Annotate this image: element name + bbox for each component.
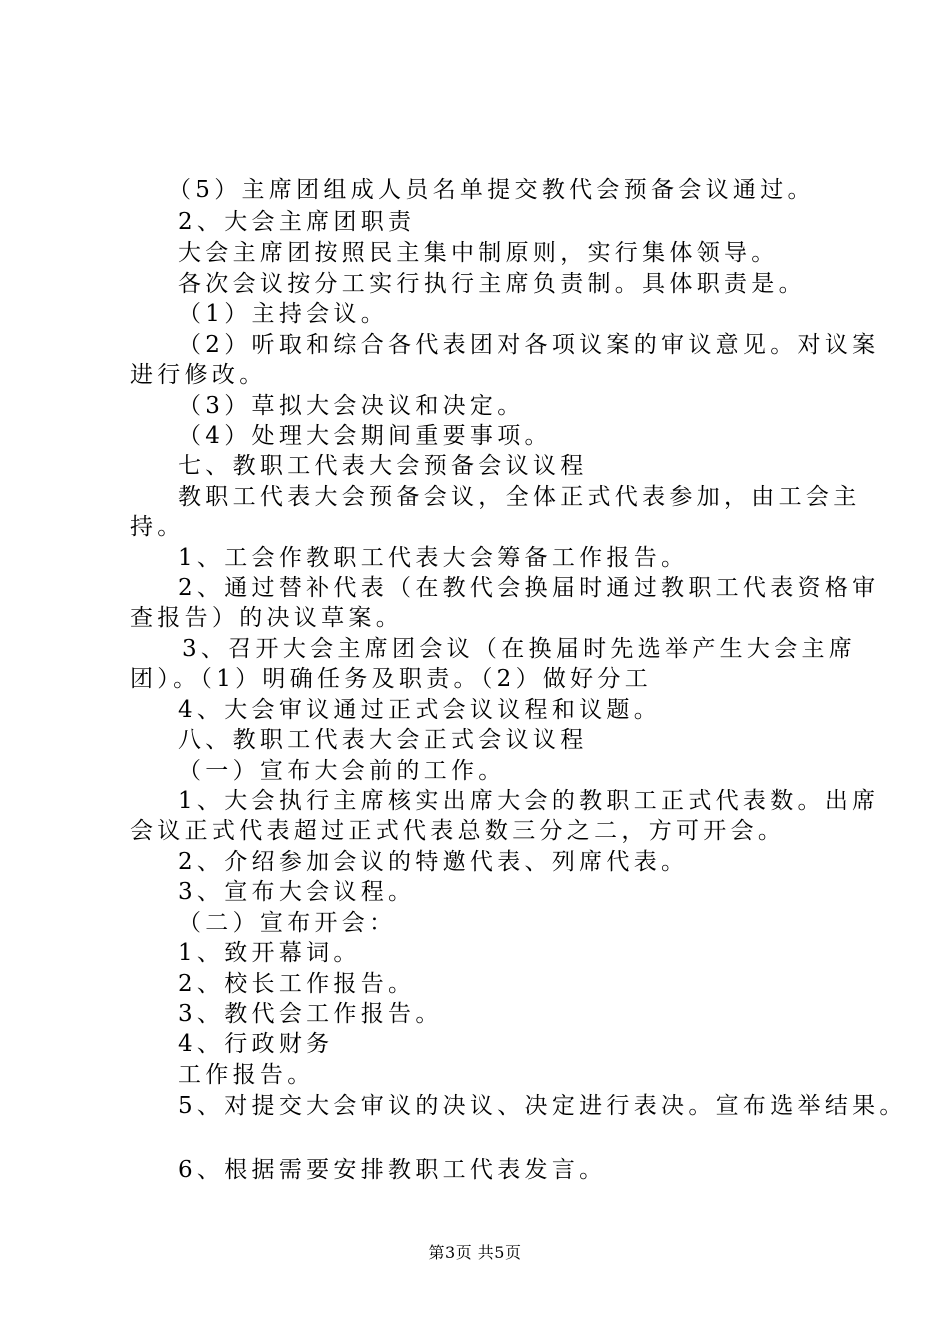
- text-line: 4、行政财务: [178, 1031, 334, 1057]
- text-line: （3）草拟大会决议和决定。: [178, 393, 525, 419]
- text-line: 工作报告。: [178, 1062, 315, 1088]
- text-line: 3、召开大会主席团会议（在换届时先选举产生大会主席: [182, 636, 857, 662]
- text-line: 1、致开幕词。: [178, 940, 361, 966]
- text-line: 6、根据需要安排教职工代表发言。: [178, 1157, 607, 1183]
- text-line: 2、通过替补代表（在教代会换届时通过教职工代表资格审: [178, 575, 880, 601]
- text-line: 1、工会作教职工代表大会筹备工作报告。: [178, 545, 689, 571]
- text-line: 3、宣布大会议程。: [178, 879, 416, 905]
- text-line: 2、大会主席团职责: [178, 209, 416, 235]
- text-line: 大会主席团按照民主集中制原则，实行集体领导。: [178, 240, 779, 266]
- text-line: （一）宣布大会前的工作。: [178, 758, 506, 784]
- text-line: 2、介绍参加会议的特邀代表、列席代表。: [178, 849, 689, 875]
- text-line: 进行修改。: [130, 362, 267, 388]
- section-heading: 七、教职工代表大会预备会议议程: [178, 453, 588, 479]
- page-number-footer: 第3页 共5页: [428, 1243, 522, 1262]
- section-heading: 八、教职工代表大会正式会议议程: [178, 727, 588, 753]
- text-line: 3、教代会工作报告。: [178, 1001, 443, 1027]
- text-line: 会议正式代表超过正式代表总数三分之二，方可开会。: [130, 818, 786, 844]
- text-line: （二）宣布开会：: [178, 910, 397, 936]
- text-line: 4、大会审议通过正式会议议程和议题。: [178, 697, 662, 723]
- text-line: 1、大会执行主席核实出席大会的教职工正式代表数。出席: [178, 788, 880, 814]
- text-line: 教职工代表大会预备会议，全体正式代表参加，由工会主: [178, 484, 861, 510]
- text-line: （2）听取和综合各代表团对各项议案的审议意见。对议案: [178, 332, 880, 358]
- text-line: （4）处理大会期间重要事项。: [178, 423, 552, 449]
- text-line: 团）。（1）明确任务及职责。（2）做好分工: [130, 666, 653, 692]
- text-line: 2、校长工作报告。: [178, 971, 416, 997]
- text-line: 5、对提交大会审议的决议、决定进行表决。宣布选举结果。: [178, 1093, 907, 1119]
- text-line: 查报告）的决议草案。: [130, 605, 403, 631]
- text-line: （5）主席团组成人员名单提交教代会预备会议通过。: [168, 177, 815, 203]
- text-line: 各次会议按分工实行执行主席负责制。具体职责是。: [178, 271, 806, 297]
- text-line: 持。: [130, 514, 185, 540]
- text-line: （1）主持会议。: [178, 301, 389, 327]
